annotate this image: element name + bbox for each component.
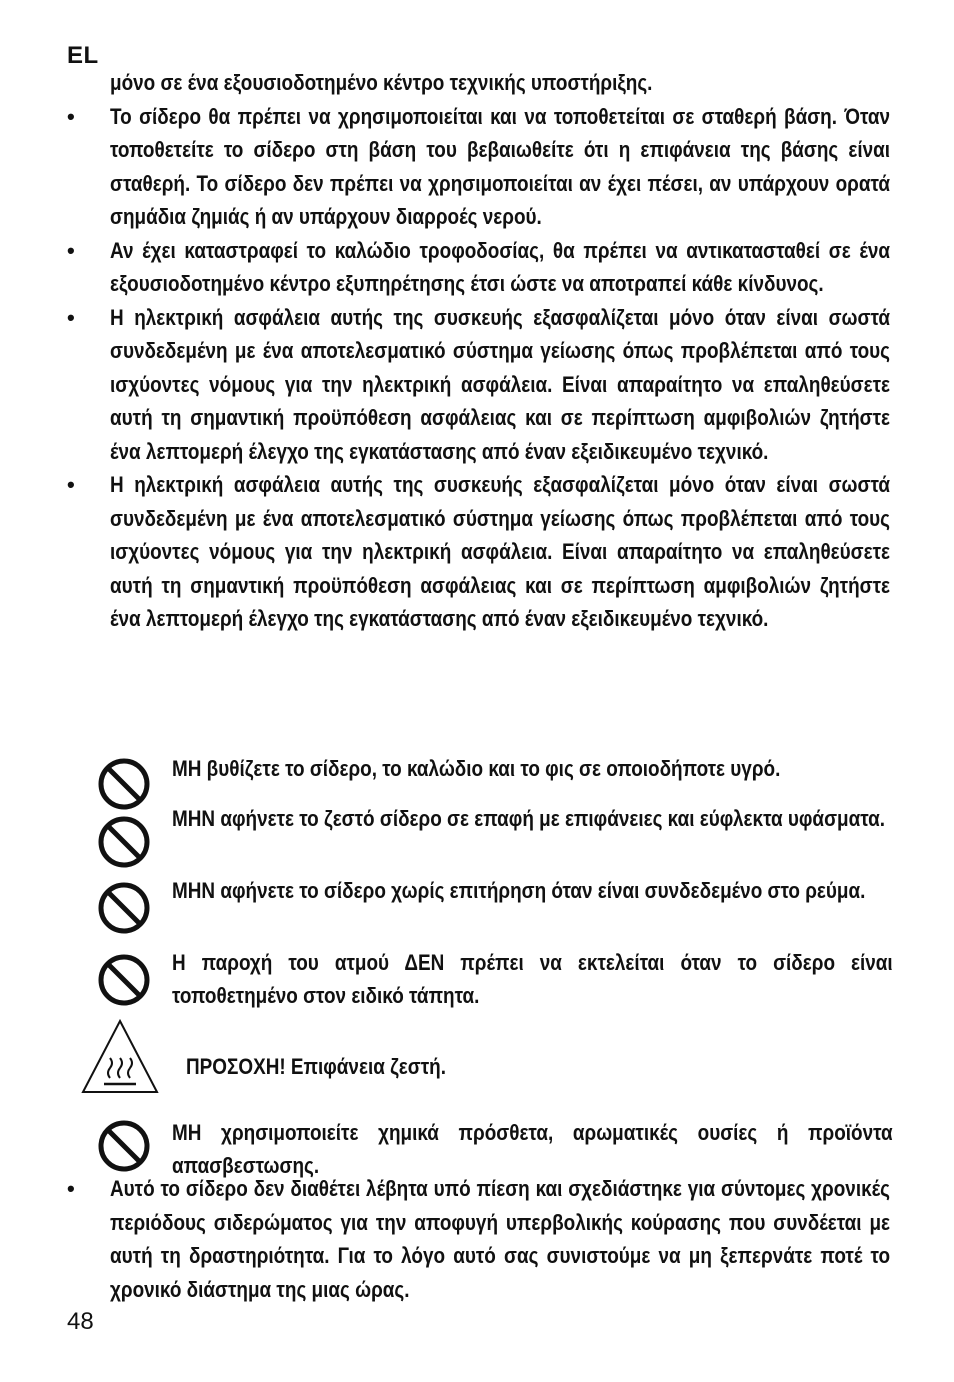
bullet-text: Αυτό το σίδερο δεν διαθέτει λέβητα υπό πίεση και σχεδιάστηκε για σύντομες χρονικές περιόδους σιδερώματος για την αποφυγή υπερβολικής κούρασης που συνδέεται με αυτή τη δραστηριότητα. Για το λόγο αυτό σας συνιστούμε να μη ξεπερνάτε ποτέ το χρονικό διάστημα της μιας ώρας. [110,1176,891,1302]
warning-item [96,874,892,946]
warning-text: Η παροχή του ατμού ΔΕΝ πρέπει να εκτελείται όταν το σίδερο είναι τοποθετημένο στον ειδικό τάπητα. [172,950,893,1008]
bullet-item [67,1172,891,1306]
warning-list [96,752,892,1186]
warning-text: ΜΗΝ αφήνετε το σίδερο χωρίς επιτήρηση όταν είναι συνδεδεμένο στο ρεύμα. [172,878,866,903]
safety-text-bottom [67,1172,890,1306]
prohibition-icon [96,1118,152,1174]
bullet-symbol: • [67,237,75,263]
bullet-text: Η ηλεκτρική ασφάλεια αυτής της συσκευής εξασφαλίζεται μόνο όταν είναι σωστά συνδεδεμένη με ένα αποτελεσματικό σύστημα γείωσης όπως προβλέπεται από τους ισχύοντες νόμους για την ηλεκτρική ασφάλεια. Είναι απαραίτητο να επαληθεύσετε αυτή τη σημαντική προϋπόθεση ασφάλειας και σε περίπτωση αμφιβολιών ζητήστε ένα λεπτομερή έλεγχο της εγκατάστασης από έναν εξειδικευμένο τεχνικό. [110,304,891,464]
continuation-paragraph: μόνο σε ένα εξουσιοδοτημένο κέντρο τεχνικής υποστήριξης. [110,70,653,95]
warning-text: ΜΗ χρησιμοποιείτε χημικά πρόσθετα, αρωματικές ουσίες ή προϊόντα απασβεστωσης. [172,1120,893,1178]
bullet-text: Η ηλεκτρική ασφάλεια αυτής της συσκευής εξασφαλίζεται μόνο όταν είναι σωστά συνδεδεμένη με ένα αποτελεσματικό σύστημα γείωσης όπως προβλέπεται από τους ισχύοντες νόμους για την ηλεκτρική ασφάλεια. Είναι απαραίτητο να επαληθεύσετε αυτή τη σημαντική προϋπόθεση ασφάλειας και σε περίπτωση αμφιβολιών ζητήστε ένα λεπτομερή έλεγχο της εγκατάστασης από έναν εξειδικευμένο τεχνικό. [110,472,891,631]
bullet-item [67,100,891,234]
bullet-text: Το σίδερο θα πρέπει να χρησιμοποιείται και να τοποθετείται σε σταθερή βάση. Όταν τοποθετείτε το σίδερο στη βάση του βεβαιωθείτε ότι η επιφάνεια της βάσης είναι σταθερή. Το σίδερο δεν πρέπει να χρησιμοποιείται αν έχει πέσει, αν υπάρχουν ορατά σημάδια ζημιάς ή αν υπάρχουν διαρροές νερού. [110,103,891,229]
warning-item [96,946,892,1018]
prohibition-icon [96,814,152,870]
bullet-symbol: • [67,103,75,129]
hot-surface-warning-icon [80,1018,160,1096]
warning-item [96,802,892,872]
warning-text: ΜΗ βυθίζετε το σίδερο, το καλώδιο και το φις σε οποιοδήποτε υγρό. [172,756,781,781]
safety-text-top [67,66,890,636]
bullet-text: Αν έχει καταστραφεί το καλώδιο τροφοδοσίας, θα πρέπει να αντικατασταθεί σε ένα εξουσιοδοτημένο κέντρο εξυπηρέτησης έτσι ώστε να αποτραπεί κάθε κίνδυνος. [110,237,891,296]
bullet-symbol: • [67,1176,75,1201]
bullet-symbol: • [67,472,75,497]
warning-text: ΠΡΟΣΟΧΗ! Επιφάνεια ζεστή. [186,1054,446,1079]
bullet-symbol: • [67,304,75,330]
prohibition-icon [96,952,152,1008]
warning-item [96,752,892,800]
bullet-item [67,301,891,469]
warning-text: ΜΗΝ αφήνετε το ζεστό σίδερο σε επαφή με επιφάνειες και εύφλεκτα υφάσματα. [172,806,886,831]
bullet-item [67,234,891,301]
prohibition-icon [96,880,152,936]
warning-item [96,1026,892,1114]
bullet-item [67,468,891,636]
language-code: EL [67,42,99,69]
page-number: 48 [67,1308,94,1335]
